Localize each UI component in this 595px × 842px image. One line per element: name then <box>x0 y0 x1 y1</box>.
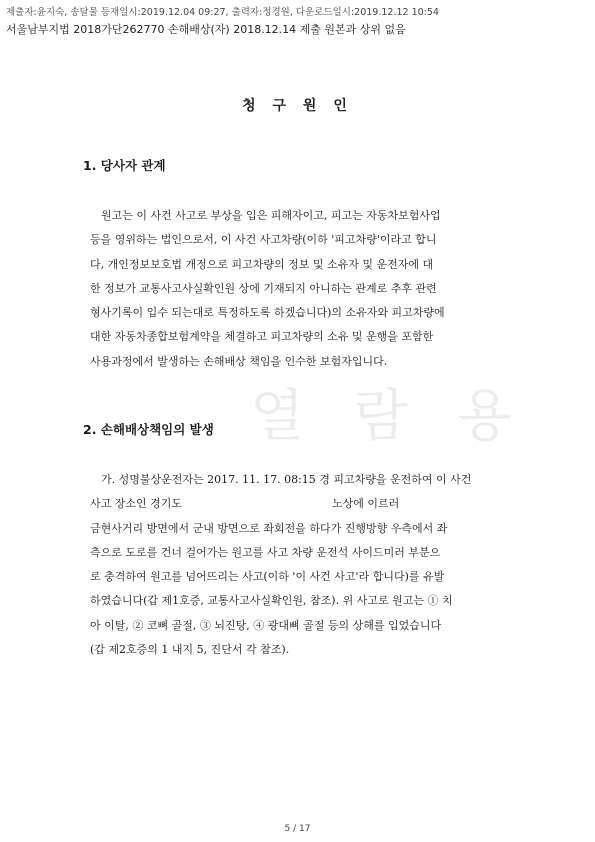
section-heading-liability: 2. 손해배상책임의 발생 <box>83 422 214 437</box>
document-title: 청 구 원 인 <box>242 98 353 114</box>
paragraph-line: 다, 개인정보보호법 개정으로 피고차량의 정보 및 소유자 및 운전자에 대 <box>90 257 434 271</box>
paragraph-line: 금현사거리 방면에서 군내 방면으로 좌회전을 하다가 진행방향 우측에서 좌 <box>90 521 448 535</box>
address-start: 사고 장소인 경기도 <box>90 497 183 511</box>
paragraph-line: 한 정보가 교통사고사실확인원 상에 기재되지 아니하는 관계로 추후 관련 <box>90 281 437 295</box>
paragraph-line: 사용과정에서 발생하는 손해배상 책임을 인수한 보험자입니다. <box>90 354 388 368</box>
paragraph-line: (갑 제2호증의 1 내지 5, 진단서 각 참조). <box>90 643 290 657</box>
paragraph-line: 등을 영위하는 법인으로서, 이 사건 사고차량(이하 '피고차량'이라고 합니 <box>90 233 437 247</box>
paragraph-line-address <box>90 492 508 516</box>
paragraph-line: 대한 자동차종합보험계약을 체결하고 피고차량의 소유 및 운행을 포함한 <box>90 330 434 344</box>
case-info-line: 서울남부지법 2018가단262770 손해배상(자) 2018.12.14 제출 원본과 상위 없음 <box>6 23 406 36</box>
paragraph-line: 원고는 이 사건 사고로 부상을 입은 피해자이고, 피고는 자동차보험사업 <box>101 209 441 222</box>
paragraph-line: 측으로 도로를 건너 걸어가는 원고를 사고 차량 운전석 사이드미러 부분으 <box>90 545 441 559</box>
paragraph-line: 로 충격하여 원고를 넘어뜨리는 사고(이하 '이 사건 사고'라 합니다)를 유발 <box>90 570 445 584</box>
address-end: 노상에 이르러 <box>332 497 400 511</box>
paragraph-line: 형사기록이 입수 되는대로 특정하도록 하겠습니다)의 소유자와 피고차량에 <box>90 306 445 320</box>
section-body-liability <box>90 468 508 662</box>
paragraph-line: 하였습니다(갑 제1호증, 교통사고사실확인원, 참조). 위 사고로 원고는 ① 치 <box>90 594 453 608</box>
watermark: 열 람 용 <box>250 384 528 449</box>
paragraph-line: 아 이탈, ② 코뼈 골절, ③ 뇌진탕, ④ 광대뼈 골절 등의 상해를 입었습니다 <box>90 618 442 632</box>
page-number: 5 / 17 <box>284 824 311 834</box>
section-body-parties <box>90 204 508 374</box>
paragraph-line: 가. 성명불상운전자는 2017. 11. 17. 08:15 경 피고차량을 운전하여 이 사건 <box>101 473 472 486</box>
section-heading-parties: 1. 당사자 관계 <box>83 158 166 173</box>
submission-meta-line: 제출자:윤지숙, 송달물 등재일시:2019.12.04 09:27, 출력자:정경원, 다운로드일시:2019.12.12 10:54 <box>6 7 439 18</box>
